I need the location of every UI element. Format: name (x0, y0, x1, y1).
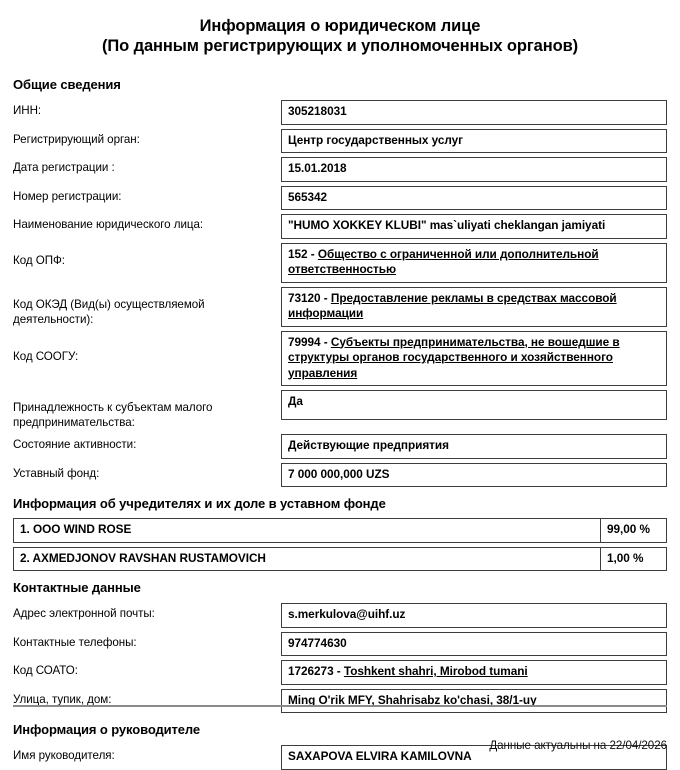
field-row-oked-code (13, 287, 667, 327)
contact-information-list (13, 603, 667, 713)
field-row-opf-code (13, 243, 667, 283)
opf-code-link[interactable]: Общество с ограниченной или дополнительной ответственностью (288, 246, 599, 276)
section-heading-contacts: Контактные данные (13, 580, 141, 595)
value-oked-code (281, 287, 667, 327)
founder-share: 99,00 % (601, 518, 667, 543)
value-registration-body: Центр государственных услуг (281, 129, 667, 154)
value-street: Ming O'rik MFY, Shahrisabz ko'chasi, 38/1-uy (281, 689, 667, 714)
label-email: Адрес электронной почты: (13, 607, 155, 620)
footer-divider (13, 705, 667, 707)
section-heading-manager: Информация о руководителе (13, 722, 201, 737)
field-row-registration-number (13, 186, 667, 211)
field-row-entity-name (13, 214, 667, 239)
soato-code-link[interactable]: Toshkent shahri, Mirobod tumani (343, 664, 528, 678)
label-entity-name: Наименование юридического лица: (13, 218, 204, 231)
label-soato-code: Код СОАТО: (13, 664, 78, 677)
value-manager-name: SAXAPOVA ELVIRA KAMILOVNA (281, 745, 667, 770)
field-row-charter-fund (13, 463, 667, 488)
founder-name: 1. OOO WIND ROSE (13, 518, 601, 543)
field-row-soato-code (13, 660, 667, 685)
value-email: s.merkulova@uihf.uz (281, 603, 667, 628)
field-row-email (13, 603, 667, 628)
field-row-inn (13, 100, 667, 125)
footer-actuality-note: Данные актуальны на 22/04/2026 (489, 739, 667, 752)
value-small-business: Да (281, 390, 667, 420)
label-registration-number: Номер регистрации: (13, 189, 122, 203)
label-inn: ИНН: (13, 104, 42, 117)
label-small-business: Принадлежность к субъектам малого предпринимательства: (13, 401, 213, 429)
field-row-activity-state (13, 434, 667, 459)
founders-table (13, 518, 667, 571)
label-charter-fund: Уставный фонд: (13, 466, 100, 480)
label-street: Улица, тупик, дом: (13, 692, 112, 706)
field-row-phones (13, 632, 667, 657)
field-row-soogu-code (13, 331, 667, 387)
field-row-registration-body (13, 129, 667, 154)
label-registration-body: Регистрирующий орган: (13, 132, 140, 146)
label-registration-date: Дата регистрации : (13, 161, 115, 174)
value-inn: 305218031 (281, 100, 667, 125)
section-heading-founders: Информация об учредителях и их доле в уставном фонде (13, 496, 386, 511)
field-row-small-business (13, 390, 667, 430)
soogu-code-link[interactable]: Субъекты предпринимательства, не вошедшие в структуры органов государственного и хозяйственного управления (288, 334, 620, 380)
page-title (13, 0, 667, 56)
table-row (13, 518, 667, 543)
founder-share: 1,00 % (601, 547, 667, 572)
soato-code-number: 1726273 - (288, 664, 344, 678)
opf-code-number: 152 - (288, 246, 318, 261)
table-row (13, 547, 667, 572)
value-soato-code (281, 660, 667, 685)
label-oked-code: Код ОКЭД (Вид(ы) осуществляемой деятельности): (13, 297, 205, 326)
oked-code-number: 73120 - (288, 290, 331, 305)
field-row-street (13, 689, 667, 714)
label-activity-state: Состояние активности: (13, 438, 137, 451)
page-title-line-1: Информация о юридическом лице (199, 17, 481, 35)
value-activity-state: Действующие предприятия (281, 434, 667, 459)
value-entity-name: "HUMO XOKKEY KLUBI" mas`uliyati cheklangan jamiyati (281, 214, 667, 239)
soogu-code-number: 79994 - (288, 334, 331, 349)
label-manager-name: Имя руководителя: (13, 749, 115, 762)
value-soogu-code (281, 331, 667, 387)
field-row-registration-date (13, 157, 667, 182)
label-soogu-code: Код СООГУ: (13, 349, 79, 363)
general-information-list (13, 100, 667, 487)
oked-code-link[interactable]: Предоставление рекламы в средствах массовой информации (288, 290, 617, 320)
value-phones: 974774630 (281, 632, 667, 657)
label-phones: Контактные телефоны: (13, 635, 137, 649)
page-title-line-2: (По данным регистрирующих и уполномоченных органов) (101, 37, 579, 55)
founder-name: 2. AXMEDJONOV RAVSHAN RUSTAMOVICH (13, 547, 601, 572)
value-charter-fund: 7 000 000,000 UZS (281, 463, 667, 488)
value-registration-number: 565342 (281, 186, 667, 211)
section-heading-general: Общие сведения (13, 77, 121, 92)
label-opf-code: Код ОПФ: (13, 253, 65, 267)
value-registration-date: 15.01.2018 (281, 157, 667, 182)
value-opf-code (281, 243, 667, 283)
